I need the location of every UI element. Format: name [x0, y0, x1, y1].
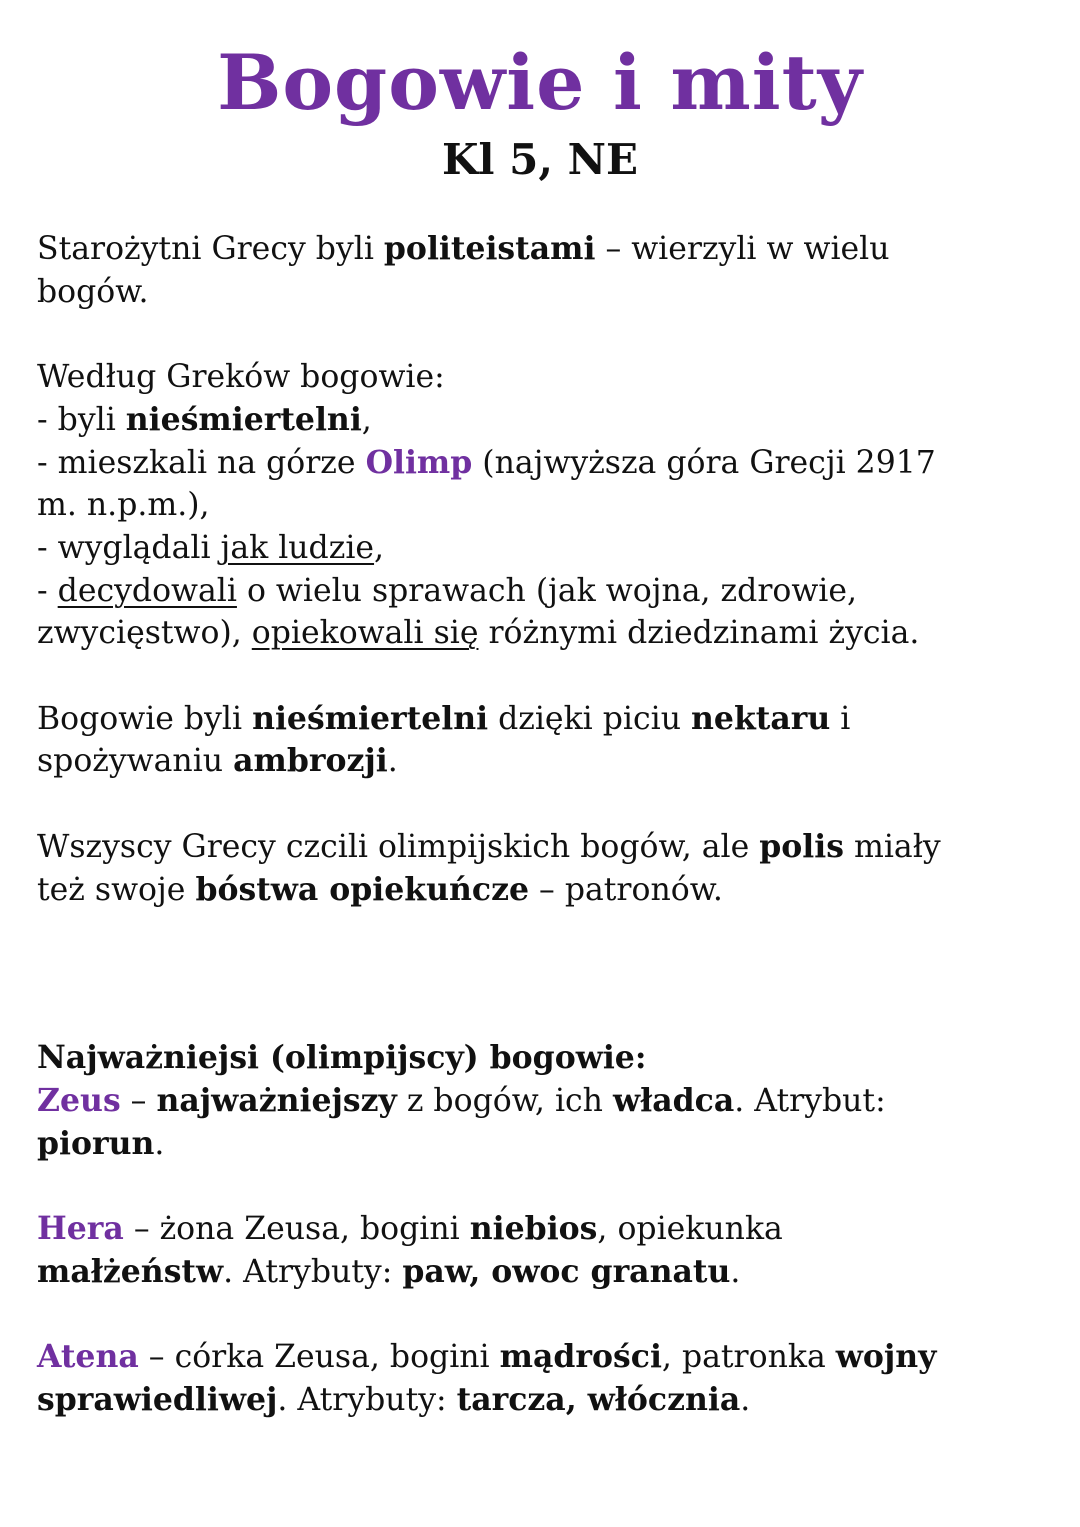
paragraph — [37, 698, 1057, 783]
text-line — [37, 1251, 1057, 1294]
text-line — [37, 228, 1057, 271]
text-segment: . Atrybuty: — [277, 1381, 457, 1418]
text-segment: . Atrybut: — [734, 1082, 886, 1119]
text-segment: Według Greków bogowie: — [37, 359, 445, 396]
bold-term: politeistami — [383, 230, 596, 267]
underlined-text: opiekowali się — [251, 615, 479, 652]
page-title: Bogowie i mity — [217, 38, 863, 127]
text-segment: . — [154, 1125, 165, 1162]
text-segment: – córka Zeusa, bogini — [138, 1339, 500, 1376]
bold-term: bóstwa opiekuńcze — [195, 870, 530, 908]
bold-term: ambrozji — [233, 742, 388, 780]
text-segment: Bogowie byli — [37, 700, 253, 737]
bold-term: nieśmiertelni — [125, 400, 362, 438]
text-segment: , — [374, 529, 385, 566]
bold-term: władca — [612, 1081, 735, 1119]
bold-term: niebios — [469, 1210, 598, 1247]
underlined-text: decydowali — [57, 572, 237, 609]
text-line — [37, 612, 1057, 655]
text-line — [37, 1336, 1057, 1379]
bold-term: tarcza, włócznia — [456, 1380, 741, 1418]
text-segment: (najwyższa góra Grecji 2917 — [472, 444, 936, 481]
text-segment: zwycięstwo), — [37, 615, 252, 652]
text-segment: – żona Zeusa, bogini — [123, 1211, 470, 1247]
text-segment: – wierzyli w wielu — [595, 231, 890, 267]
bold-term: Najważniejsi (olimpijscy) bogowie: — [37, 1039, 647, 1077]
text-segment: - — [37, 572, 58, 609]
text-segment: m. n.p.m.), — [37, 487, 210, 524]
text-line — [37, 271, 1057, 314]
text-segment: – patronów. — [529, 871, 723, 908]
text-line — [37, 1379, 1057, 1422]
paragraph — [37, 228, 1057, 313]
text-segment: dzięki piciu — [488, 700, 691, 737]
text-segment: też swoje — [37, 871, 196, 908]
bold-term: najważniejszy — [156, 1081, 397, 1119]
bold-term: sprawiedliwej — [37, 1380, 278, 1418]
text-segment: Starożytni Grecy byli — [37, 231, 384, 267]
text-segment: . — [730, 1253, 741, 1290]
bold-term: małżeństw — [37, 1252, 224, 1290]
highlighted-term: Zeus — [37, 1081, 121, 1119]
text-segment: o wielu sprawach (jak wojna, zdrowie, — [236, 572, 858, 609]
highlighted-term: Hera — [37, 1210, 124, 1247]
text-line — [37, 442, 1057, 485]
text-segment: z bogów, ich — [396, 1082, 613, 1119]
paragraph — [37, 356, 1057, 655]
highlighted-term: Atena — [37, 1338, 139, 1376]
text-segment: miały — [843, 828, 941, 865]
document-body — [37, 228, 1057, 1464]
bold-term: polis — [759, 827, 844, 865]
text-line — [37, 826, 1057, 869]
page-subtitle: Kl 5, NE — [442, 135, 638, 184]
underlined-text: jak ludzie — [220, 529, 375, 566]
paragraph — [37, 1208, 1057, 1293]
bold-term: wojny — [835, 1338, 937, 1376]
text-segment: . Atrybuty: — [223, 1253, 403, 1290]
text-line — [37, 740, 1057, 783]
text-segment: - byli — [37, 401, 126, 438]
text-segment: . — [387, 743, 398, 780]
bold-term: nektaru — [691, 699, 831, 737]
paragraph — [37, 1037, 1057, 1165]
text-line — [37, 1037, 1057, 1080]
text-segment: , patronka — [661, 1339, 836, 1376]
bold-term: piorun — [37, 1124, 155, 1162]
text-line — [37, 1208, 1057, 1251]
text-segment: i — [830, 700, 851, 737]
text-segment: , opiekunka — [597, 1211, 783, 1247]
text-segment: spożywaniu — [37, 743, 234, 780]
text-line — [37, 698, 1057, 741]
text-segment: . — [740, 1381, 751, 1418]
paragraph — [37, 1336, 1057, 1421]
highlighted-term: Olimp — [365, 443, 473, 481]
text-line — [37, 356, 1057, 399]
paragraph — [37, 826, 1057, 911]
text-line — [37, 399, 1057, 442]
text-segment: różnymi dziedzinami życia. — [478, 615, 920, 652]
bold-term: mądrości — [499, 1338, 662, 1376]
text-segment: - mieszkali na górze — [37, 444, 366, 481]
text-segment: bogów. — [37, 273, 149, 310]
text-line — [37, 527, 1057, 570]
text-line — [37, 570, 1057, 613]
text-segment: – — [120, 1082, 157, 1119]
text-line — [37, 1123, 1057, 1166]
bold-term: paw, owoc granatu — [402, 1252, 731, 1290]
text-line — [37, 869, 1057, 912]
bold-term: nieśmiertelni — [252, 699, 489, 737]
text-segment: Wszyscy Grecy czcili olimpijskich bogów, ale — [37, 828, 760, 865]
text-segment: - wyglądali — [37, 529, 221, 566]
text-line — [37, 1080, 1057, 1123]
text-line — [37, 484, 1057, 527]
text-segment: , — [361, 401, 372, 438]
